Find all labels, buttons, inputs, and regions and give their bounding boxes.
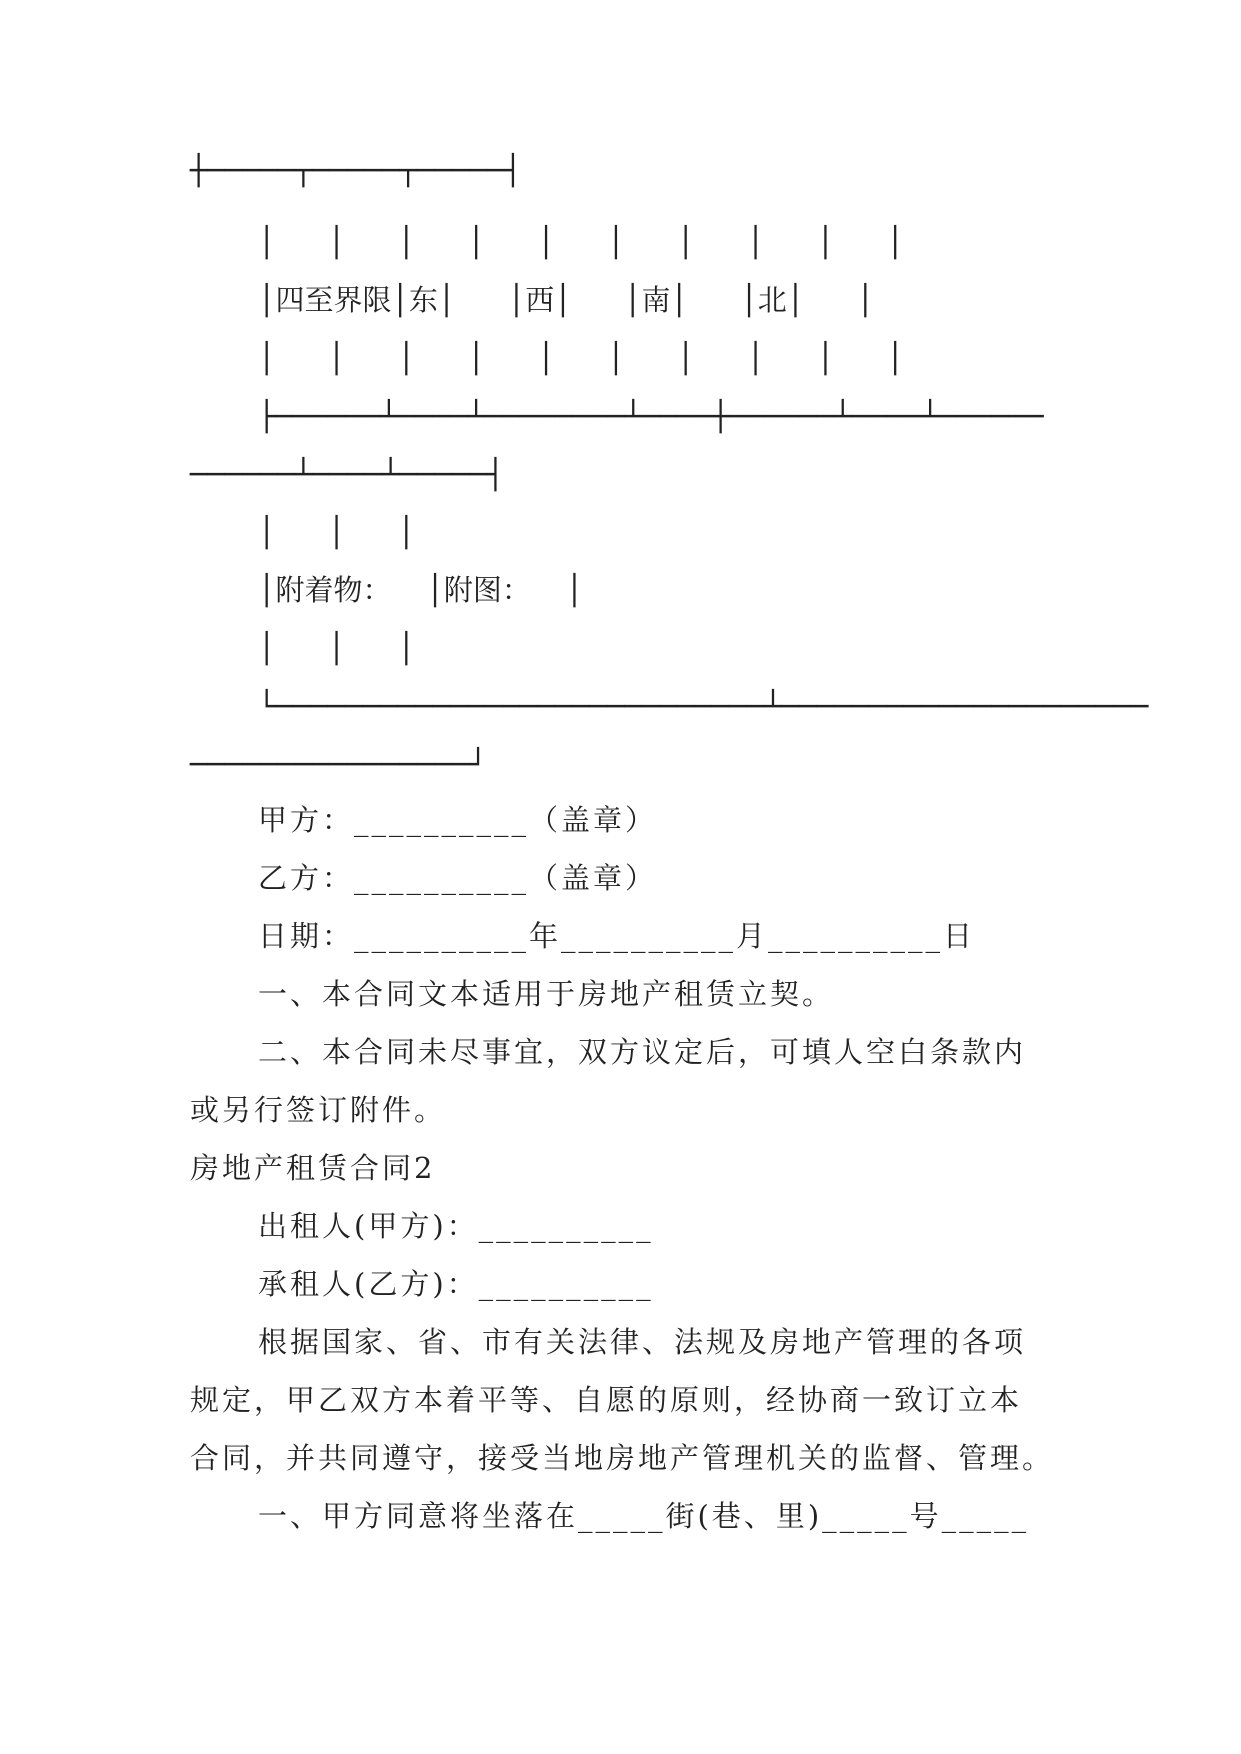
table-row-boundaries: │四至界限│东│ │西│ │南│ │北│ │ bbox=[258, 283, 875, 317]
note-2-line-2: 或另行签订附件。 bbox=[190, 1093, 447, 1127]
note-2-line-1: 二、本合同未尽事宜，双方议定后，可填人空白条款内 bbox=[258, 1035, 1027, 1069]
table-row-empty: │ │ │ │ │ │ │ │ │ │ bbox=[258, 341, 905, 375]
party-b-signature: 乙方：__________（盖章） bbox=[258, 861, 658, 895]
table-row-empty: │ │ │ │ │ │ │ │ │ │ bbox=[258, 225, 905, 259]
lessor-field: 出租人(甲方)：__________ bbox=[258, 1209, 654, 1243]
table-border-top: ┼─────┬─────┬─────┤ bbox=[190, 153, 522, 187]
table-border-middle-continued: ──────┴────┴─────┤ bbox=[190, 457, 505, 491]
note-1: 一、本合同文本适用于房地产租赁立契。 bbox=[258, 977, 835, 1011]
clause-1-line-1: 一、甲方同意将坐落在_____街(巷、里)_____号_____ bbox=[258, 1499, 1030, 1533]
party-a-signature: 甲方：__________（盖章） bbox=[258, 803, 658, 837]
table-row-empty: │ │ │ bbox=[258, 631, 416, 665]
preamble-line-2: 规定，甲乙双方本着平等、自愿的原则，经协商一致订立本 bbox=[190, 1383, 1023, 1417]
signature-date: 日期：__________年__________月__________日 bbox=[258, 919, 976, 953]
table-border-bottom: └────────────────────────────┴───────────────────── bbox=[258, 689, 1149, 723]
table-row-attachments: │附着物： │附图： │ bbox=[258, 573, 584, 607]
table-row-empty: │ │ │ bbox=[258, 515, 416, 549]
lessee-field: 承租人(乙方)：__________ bbox=[258, 1267, 654, 1301]
table-border-middle: ├──────┴────┴────────┴────┼──────┴────┴────── bbox=[258, 399, 1044, 433]
contract-2-title: 房地产租赁合同2 bbox=[190, 1151, 436, 1185]
table-border-bottom-continued: ────────────────┘ bbox=[190, 747, 487, 781]
preamble-line-1: 根据国家、省、市有关法律、法规及房地产管理的各项 bbox=[258, 1325, 1027, 1359]
preamble-line-3: 合同，并共同遵守，接受当地房地产管理机关的监督、管理。 bbox=[190, 1441, 1055, 1475]
